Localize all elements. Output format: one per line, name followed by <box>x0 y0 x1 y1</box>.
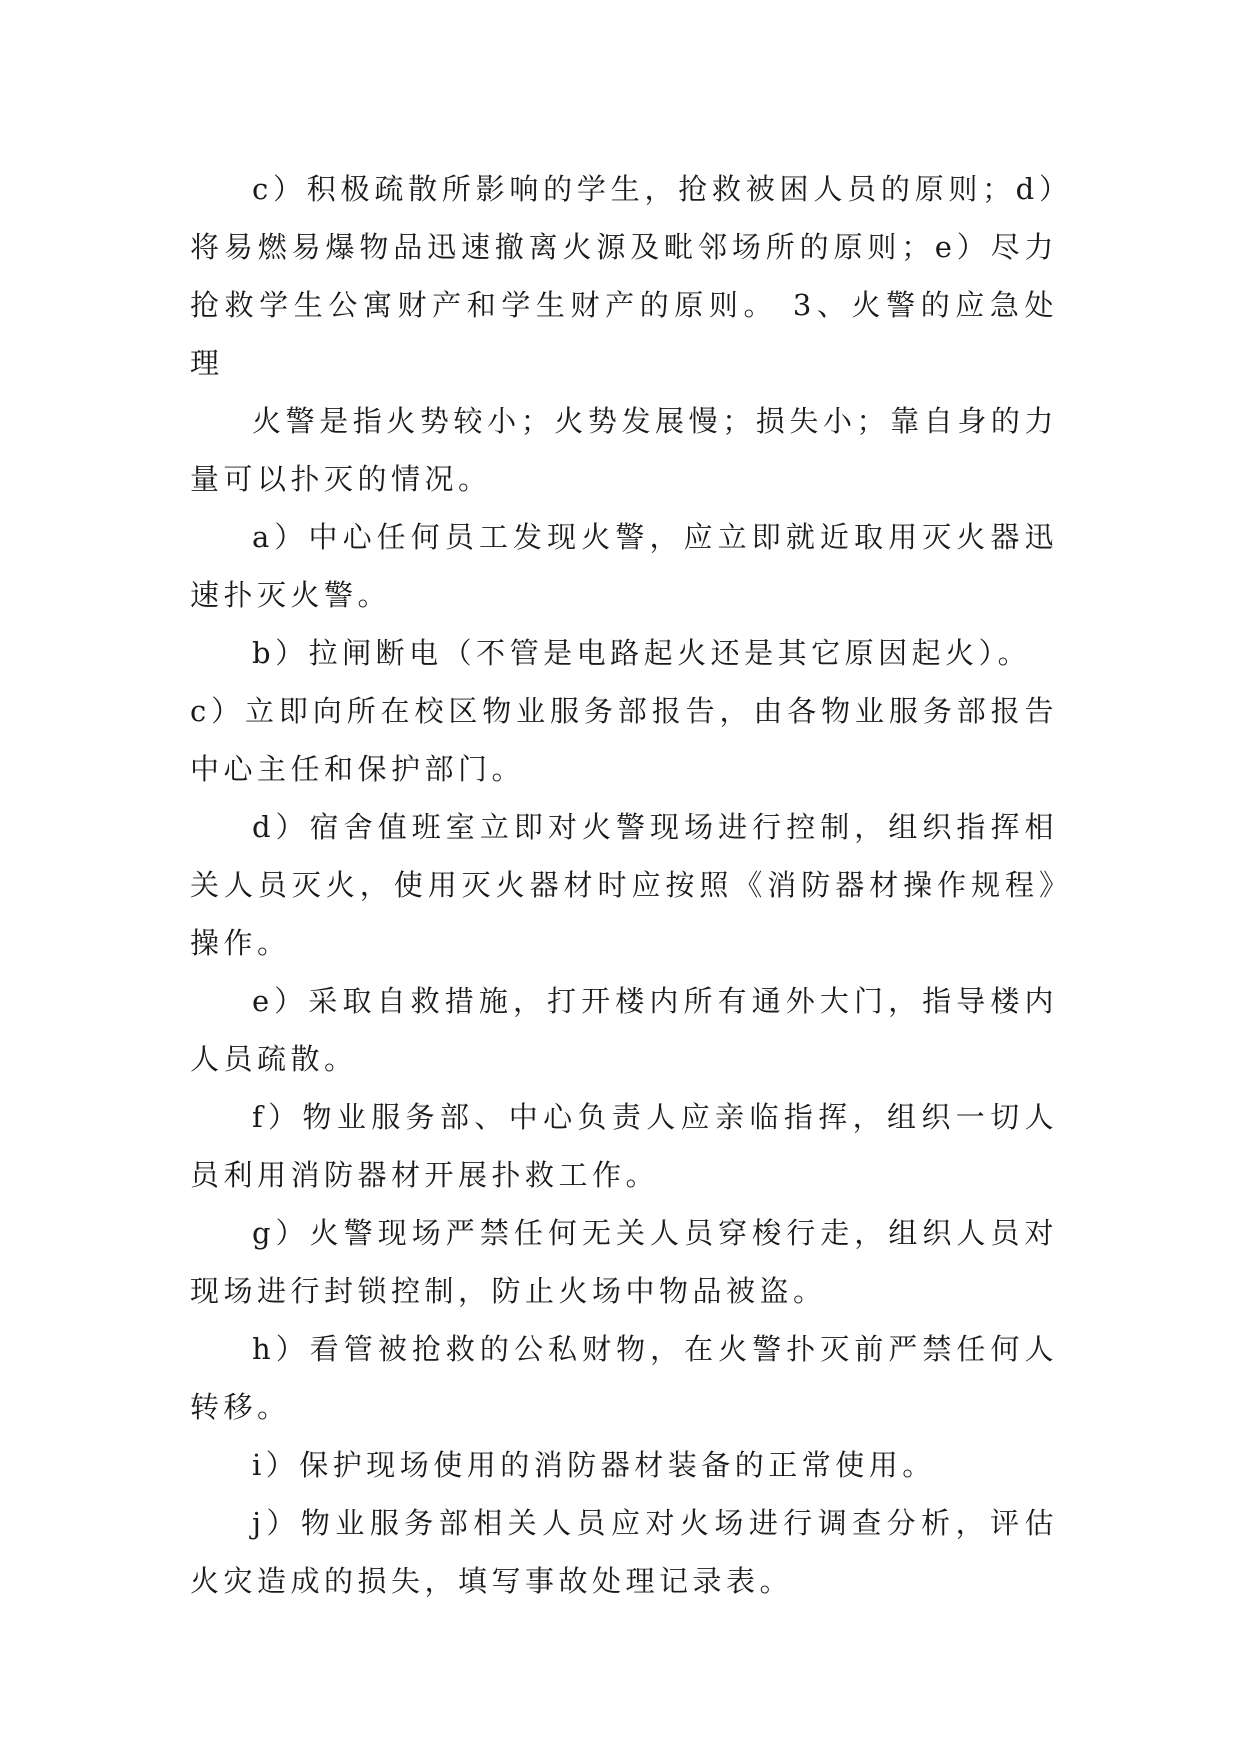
paragraph-item-j: j）物业服务部相关人员应对火场进行调查分析，评估火灾造成的损失，填写事故处理记录表。 <box>190 1506 1058 1598</box>
paragraph-item-a: a）中心任何员工发现火警，应立即就近取用灭火器迅速扑灭火警。 <box>190 520 1058 612</box>
paragraph-principles: c）积极疏散所影响的学生，抢救被困人员的原则；d）将易燃易爆物品迅速撤离火源及毗邻场所的原则；e）尽力抢救学生公寓财产和学生财产的原则。 3、火警的应急处理 <box>190 172 1058 380</box>
paragraph-item-d: d）宿舍值班室立即对火警现场进行控制，组织指挥相关人员灭火，使用灭火器材时应按照《消防器材操作规程》操作。 <box>190 810 1058 960</box>
paragraph-item-h: h）看管被抢救的公私财物，在火警扑灭前严禁任何人转移。 <box>190 1332 1058 1424</box>
paragraph-item-c: c）立即向所在校区物业服务部报告，由各物业服务部报告中心主任和保护部门。 <box>190 694 1058 786</box>
document-body <box>190 160 1058 1610</box>
paragraph-fire-alarm-definition: 火警是指火势较小；火势发展慢；损失小；靠自身的力量可以扑灭的情况。 <box>190 404 1058 496</box>
paragraph-item-i: i）保护现场使用的消防器材装备的正常使用。 <box>252 1448 936 1482</box>
paragraph-item-b: b）拉闸断电（不管是电路起火还是其它原因起火）。 <box>252 636 1032 670</box>
paragraph-item-g: g）火警现场严禁任何无关人员穿梭行走，组织人员对现场进行封锁控制，防止火场中物品被盗。 <box>190 1216 1058 1308</box>
paragraph-item-e: e）采取自救措施，打开楼内所有通外大门，指导楼内人员疏散。 <box>190 984 1058 1076</box>
paragraph-item-f: f）物业服务部、中心负责人应亲临指挥，组织一切人员利用消防器材开展扑救工作。 <box>190 1100 1058 1192</box>
